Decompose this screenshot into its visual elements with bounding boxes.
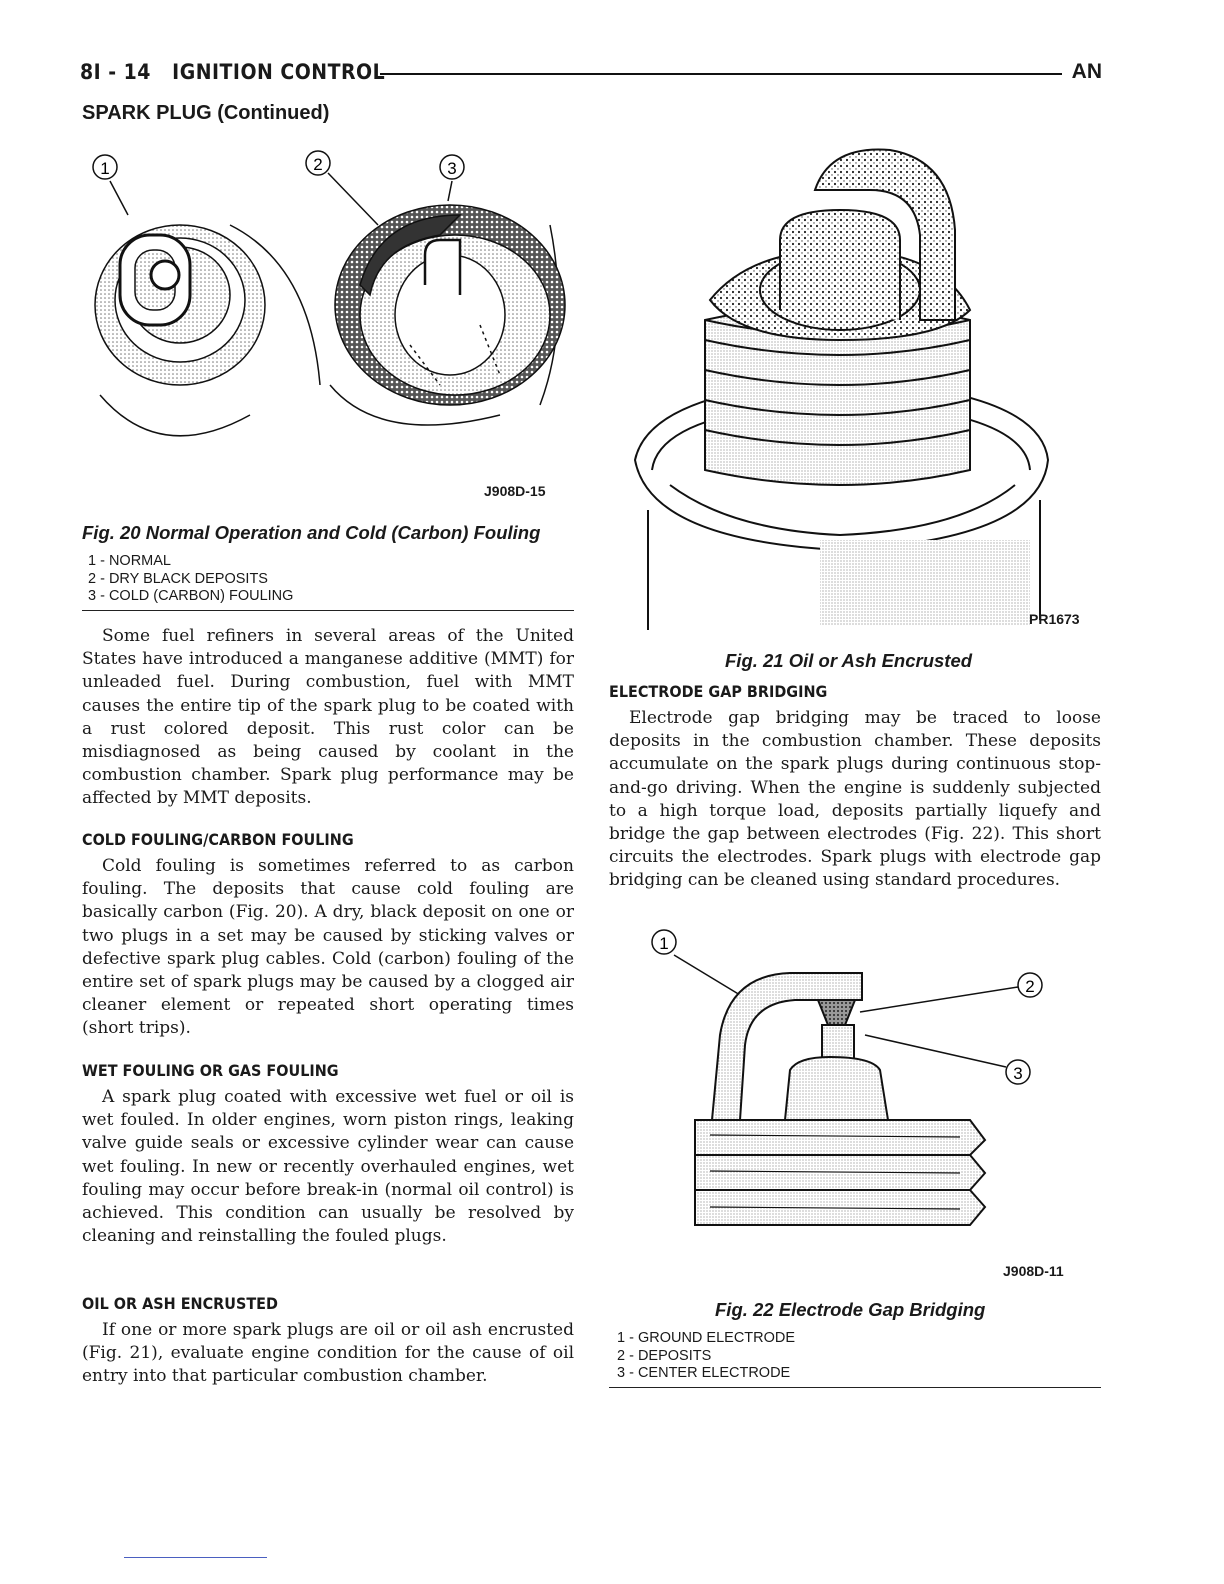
oil-ash-text: If one or more spark plugs are oil or oil ash encrusted (Fig. 21), evaluate engine condition for the cause of oil entry into that particular combustion chamber. xyxy=(82,1320,574,1387)
page-reference: 8I - 14 IGNITION CONTROL xyxy=(80,60,386,84)
section-title: SPARK PLUG (Continued) xyxy=(82,102,330,124)
svg-text:2: 2 xyxy=(1025,977,1035,996)
fig20-legend-item: 1 - NORMAL xyxy=(88,553,171,569)
carbon-fouled-plug-drawing xyxy=(330,205,565,425)
footer-link-line xyxy=(124,1557,267,1558)
fig21-caption: Fig. 21 Oil or Ash Encrusted xyxy=(725,650,973,671)
fig22-legend-item: 2 - DEPOSITS xyxy=(617,1347,712,1364)
fig22-callout-1 xyxy=(652,930,676,954)
fig20-illustration xyxy=(80,145,575,465)
svg-text:1: 1 xyxy=(659,934,669,953)
fig22-legend xyxy=(617,1330,795,1383)
wet-fouling-heading: WET FOULING OR GAS FOULING xyxy=(82,1061,339,1080)
fig20-callout-3 xyxy=(440,155,464,179)
fig20-callout-1 xyxy=(93,155,117,179)
svg-text:1: 1 xyxy=(100,159,110,178)
fig22-code: J908D-11 xyxy=(1003,1263,1064,1279)
fig22-legend-item: 3 - CENTER ELECTRODE xyxy=(617,1365,791,1381)
fig20-callout-2 xyxy=(306,151,330,175)
fig20-rule xyxy=(82,610,574,611)
svg-text:3: 3 xyxy=(447,159,457,178)
fig22-caption: Fig. 22 Electrode Gap Bridging xyxy=(715,1299,986,1320)
fig21-code: PR1673 xyxy=(1029,611,1080,627)
fig22-illustration xyxy=(640,925,1060,1250)
gap-bridging-heading: ELECTRODE GAP BRIDGING xyxy=(609,682,828,701)
fig22-rule xyxy=(609,1387,1101,1388)
fig20-code: J908D-15 xyxy=(484,483,546,499)
fig22-legend-item: 1 - GROUND ELECTRODE xyxy=(617,1330,796,1346)
svg-text:3: 3 xyxy=(1013,1064,1023,1083)
fig22-callout-2 xyxy=(1018,973,1042,997)
fig22-callout-3 xyxy=(1006,1060,1030,1084)
publication-code: AN xyxy=(1071,60,1102,83)
gap-bridging-text: Electrode gap bridging may be traced to loose deposits in the combustion chamber. These deposits accumulate on the spark plugs during continuous stop-and-go driving. When the engine is suddenly subjected to a high torque load, deposits partially liquefy and bridge the gap between electrodes (Fig. 22). This short circuits the electrodes. Spark plugs with electrode gap bridging can be cleaned using standard procedures. xyxy=(609,708,1101,891)
fig20-legend-item: 3 - COLD (CARBON) FOULING xyxy=(88,588,294,604)
header-rule xyxy=(380,73,1062,75)
svg-text:2: 2 xyxy=(313,155,323,174)
intro-paragraph: Some fuel refiners in several areas of the United States have introduced a manganese additive (MMT) for unleaded fuel. During combustion, fuel with MMT causes the entire tip of the spark plug to be coated with a rust colored deposit. This rust color can be misdiagnosed as being caused by coolant in the combustion chamber. Spark plug performance may be affected by MMT deposits. xyxy=(82,626,574,809)
fig20-legend-item: 2 - DRY BLACK DEPOSITS xyxy=(88,570,268,587)
page-header xyxy=(80,60,1102,88)
wet-fouling-text: A spark plug coated with excessive wet fuel or oil is wet fouled. In older engines, worn piston rings, leaking valve guide seals or excessive cylinder wear can cause wet fouling. In new or recently overhauled engines, wet fouling may occur before break-in (normal oil control) is achieved. This condition can usually be resolved by cleaning and reinstalling the fouled plugs. xyxy=(82,1087,574,1247)
cold-fouling-heading: COLD FOULING/CARBON FOULING xyxy=(82,830,354,849)
normal-plug-drawing xyxy=(95,225,320,436)
fig20-caption: Fig. 20 Normal Operation and Cold (Carbon) Fouling xyxy=(82,522,541,543)
cold-fouling-text: Cold fouling is sometimes referred to as carbon fouling. The deposits that cause cold fouling are basically carbon (Fig. 20). A dry, black deposit on one or two plugs in a set may be caused by sticking valves or defective spark plug cables. Cold (carbon) fouling of the entire set of spark plugs may be caused by a clogged air cleaner element or repeated short operating times (short trips). xyxy=(82,856,574,1039)
fig21-illustration xyxy=(630,140,1055,635)
oil-ash-heading: OIL OR ASH ENCRUSTED xyxy=(82,1294,278,1313)
fig20-legend xyxy=(88,553,293,606)
